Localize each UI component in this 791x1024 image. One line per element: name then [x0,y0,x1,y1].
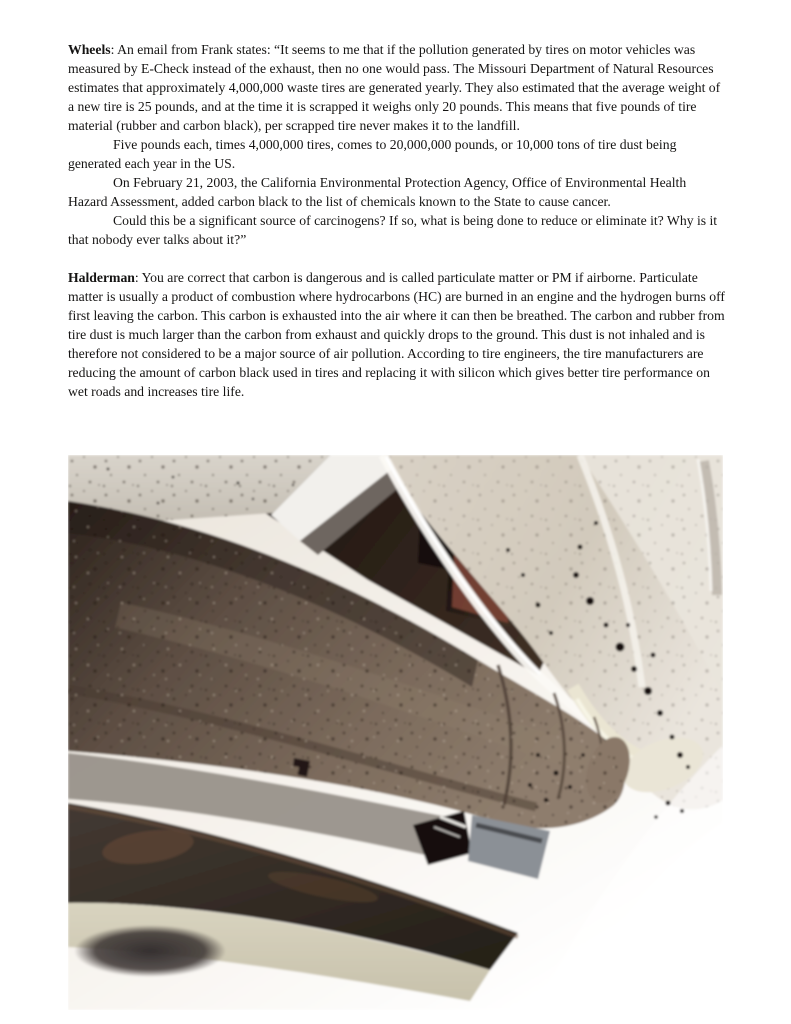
exhaust-undercarriage-photo [68,455,723,1010]
paragraph-halderman [68,268,726,401]
paragraph-february-text: On February 21, 2003, the California Environmental Protection Agency, Office of Environmental Health Hazard Assessment, added carbon black to the list of chemicals known to the State to cause cancer. [68,175,687,209]
paragraph-halderman-text: : You are correct that carbon is dangerous and is called particulate matter or PM if airborne. Particulate matter is usually a product of combustion where hydrocarbons (HC) are burned in an engine and the hydrogen burns off first leaving the carbon. This carbon is exhausted into the air where it can then be breathed. The carbon and rubber from tire dust is much larger than the carbon from exhaust and quickly drops to the ground. This dust is not inhaled and is therefore not considered to be a major source of air pollution. According to tire engineers, the tire manufacturers are reducing the amount of carbon black used in tires and replacing it with silicon which gives better tire performance on wet roads and increases tire life. [68,270,725,399]
paragraph-february [68,173,726,211]
photo-canvas [68,455,723,1010]
photo-art [68,455,723,1010]
paragraph-wheels-text: : An email from Frank states: “It seems to me that if the pollution generated by tires on motor vehicles was measured by E-Check instead of the exhaust, then no one would pass. The Missouri Department of Natural Resources estimates that approximately 4,000,000 waste tires are generated yearly. They also estimated that the average weight of a new tire is 25 pounds, and at the time it is scrapped it weighs only 20 pounds. This means that five pounds of tire material (rubber and carbon black), per scrapped tire never makes it to the landfill. [68,42,721,133]
dark-oval-shadow [74,925,226,977]
text-block [68,40,726,401]
paragraph-five-pounds-text: Five pounds each, times 4,000,000 tires, comes to 20,000,000 pounds, or 10,000 tons of tire dust being generated each year in the US. [68,137,677,171]
paragraph-could [68,211,726,249]
speaker-label-wheels: Wheels [68,42,111,57]
paragraph-five-pounds [68,135,726,173]
speaker-label-halderman: Halderman [68,270,135,285]
paragraph-could-text: Could this be a significant source of carcinogens? If so, what is being done to reduce or eliminate it? Why is it that nobody ever talks about it?” [68,213,718,247]
paragraph-wheels [68,40,726,135]
